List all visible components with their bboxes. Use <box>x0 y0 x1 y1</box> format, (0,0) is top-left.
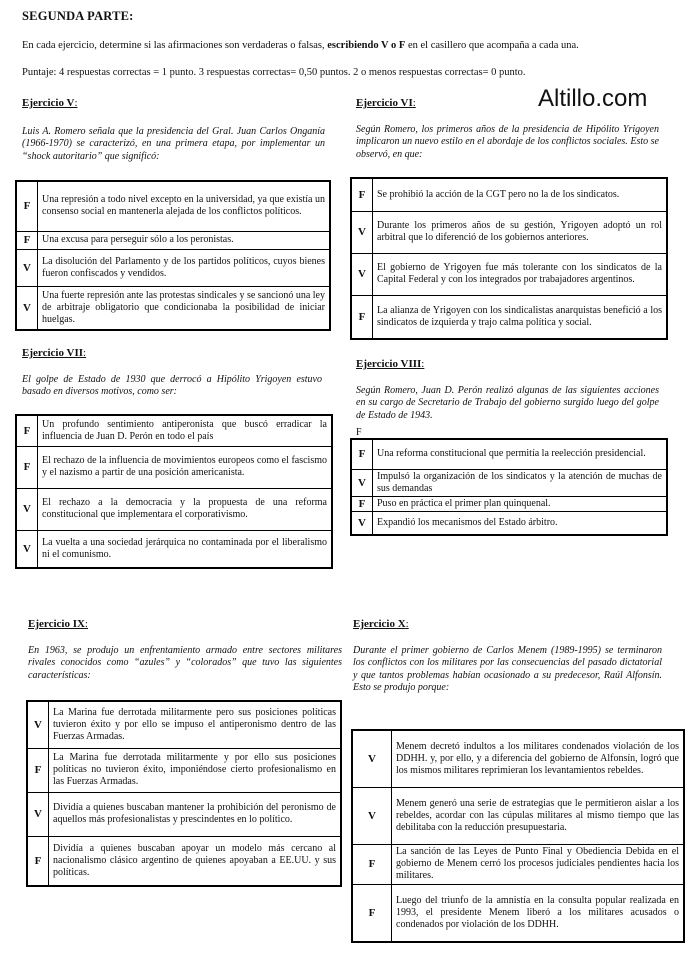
exercise-title: Ejercicio V <box>22 97 75 109</box>
exercise-heading: Ejercicio X: <box>353 618 409 630</box>
answer-cell[interactable]: V <box>27 792 49 836</box>
statement-cell: El rechazo de la influencia de movimientos europeos como el fascismo y el nazismo a partir de una posición americanista. <box>38 446 333 488</box>
answer-cell[interactable]: F <box>16 415 38 446</box>
statement-cell: Una reforma constitucional que permitía la reelección presidencial. <box>373 439 668 469</box>
statement-cell: Menem generó una serie de estrategias que le permitieron aislar a los rebeldes, acordar con las cúpulas militares al mismo tiempo que las debilitaba con la reducción presupuestaria. <box>392 787 685 844</box>
table-row <box>16 181 330 231</box>
stray-mark: F <box>356 427 362 438</box>
statement-cell: Una excusa para perseguir sólo a los peronistas. <box>38 231 331 249</box>
scoring-rules: Puntaje: 4 respuestas correctas = 1 punto. 3 respuestas correctas= 0,50 puntos. 2 o menos respuestas correctas= 0 punto. <box>22 67 526 78</box>
answer-cell[interactable]: F <box>351 496 373 511</box>
exercise-title: Ejercicio VI <box>356 97 413 109</box>
table-row <box>16 231 330 249</box>
answer-cell[interactable]: F <box>16 446 38 488</box>
table-row <box>351 511 667 535</box>
table-row <box>351 496 667 511</box>
answer-cell[interactable]: V <box>352 787 392 844</box>
answer-cell[interactable]: V <box>16 249 38 286</box>
answer-table <box>350 177 668 340</box>
exercise-heading: Ejercicio VII: <box>22 347 87 359</box>
exercise-heading: Ejercicio VI: <box>356 97 416 109</box>
instructions-text: En cada ejercicio, determine si las afirmaciones son verdaderas o falsas, <box>22 40 328 51</box>
table-row <box>16 286 330 330</box>
exercise-prompt: Según Romero, Juan D. Perón realizó algunas de las siguientes acciones en su cargo de Secretario de Trabajo del gobierno surgido luego del golpe de Estado de 1943. <box>356 385 659 421</box>
table-row <box>27 748 341 792</box>
exercise-prompt: Luis A. Romero señala que la presidencia del Gral. Juan Carlos Onganía (1966-1970) se caracterizó, en una primera etapa, por implementar un “shock autoritario” que significó: <box>22 126 325 162</box>
statement-cell: Una fuerte represión ante las protestas sindicales y se sancionó una ley de arbitraje obligatorio que condicionaba la posibilidad de iniciar huelgas. <box>38 286 331 330</box>
instructions-emphasis: escribiendo V o F <box>327 40 406 51</box>
answer-cell[interactable]: F <box>351 439 373 469</box>
statement-cell: Dividía a quienes buscaban apoyar un modelo más cercano al nacionalismo clásico argentino de quienes apoyaban a EE.UU. y sus políticas. <box>49 836 342 886</box>
answer-cell[interactable]: V <box>16 488 38 530</box>
exercise-heading: Ejercicio VIII: <box>356 358 425 370</box>
statement-cell: La Marina fue derrotada militarmente y por ello sus posiciones políticas no tuvieron éxito, imponiéndose cierto profesionalismo en las Fuerzas Armadas. <box>49 748 342 792</box>
answer-cell[interactable]: F <box>351 295 373 339</box>
answer-cell[interactable]: F <box>27 836 49 886</box>
table-row <box>352 884 684 942</box>
statement-cell: La sanción de las Leyes de Punto Final y Obediencia Debida en el gobierno de Menem cerró los procesos judiciales pendientes hacia los militares. <box>392 844 685 884</box>
instructions-text-end: en el casillero que acompaña a cada una. <box>405 40 579 51</box>
table-row <box>27 792 341 836</box>
answer-table <box>15 180 331 331</box>
answer-cell[interactable]: V <box>351 469 373 496</box>
table-row <box>16 415 332 446</box>
answer-cell[interactable]: V <box>352 730 392 787</box>
answer-table <box>15 414 333 569</box>
exercise-heading: Ejercicio IX: <box>28 618 88 630</box>
statement-cell: Puso en práctica el primer plan quinquenal. <box>373 496 668 511</box>
answer-cell[interactable]: V <box>351 511 373 535</box>
table-row <box>352 730 684 787</box>
table-row <box>352 844 684 884</box>
table-row <box>16 530 332 568</box>
exercise-title: Ejercicio VII <box>22 347 83 359</box>
answer-table <box>350 438 668 536</box>
answer-cell[interactable]: V <box>27 701 49 748</box>
statement-cell: La alianza de Yrigoyen con los sindicalistas anarquistas benefició a los sindicatos de izquierda y trajo calma política y social. <box>373 295 668 339</box>
exercise-heading: Ejercicio V: <box>22 97 78 109</box>
statement-cell: La Marina fue derrotada militarmente pero sus posiciones políticas tuvieron éxito y por ello se impuso el antiperonismo dentro de las Fuerzas Armadas. <box>49 701 342 748</box>
table-row <box>27 836 341 886</box>
page-title: SEGUNDA PARTE: <box>22 9 134 23</box>
exercise-title: Ejercicio VIII <box>356 358 422 370</box>
statement-cell: El rechazo a la democracia y la propuesta de una reforma constitucional que implementara el corporativismo. <box>38 488 333 530</box>
site-logo: Altillo.com <box>538 85 648 112</box>
statement-cell: Impulsó la organización de los sindicatos y la atención de muchas de sus demandas <box>373 469 668 496</box>
exercise-prompt: En 1963, se produjo un enfrentamiento armado entre sectores militares rivales conocidos como “azules” y “colorados” que tuvo las siguientes características: <box>28 645 342 681</box>
statement-cell: Una represión a todo nivel excepto en la universidad, ya que existía un consenso social en mantenerla alejada de los conflictos políticos. <box>38 181 331 231</box>
exercise-title: Ejercicio IX <box>28 618 85 630</box>
table-row <box>351 178 667 211</box>
exercise-title: Ejercicio X <box>353 618 406 630</box>
exercise-prompt: Según Romero, los primeros años de la presidencia de Hipólito Yrigoyen implicaron un nuevo estilo en el abordaje de los conflictos sociales. Esto se observó, en que: <box>356 124 659 160</box>
statement-cell: Se prohibió la acción de la CGT pero no la de los sindicatos. <box>373 178 668 211</box>
table-row <box>352 787 684 844</box>
statement-cell: Dividía a quienes buscaban mantener la prohibición del peronismo de aquellos más profesionalistas y prescindentes en lo político. <box>49 792 342 836</box>
statement-cell: Menem decretó indultos a los militares condenados violación de los DDHH. y, por ello, y a diferencia del gobierno de Alfonsín, logró que los mismos militares reprimieran los levantamientos rebeldes. <box>392 730 685 787</box>
statement-cell: La vuelta a una sociedad jerárquica no contaminada por el liberalismo ni el comunismo. <box>38 530 333 568</box>
table-row <box>351 469 667 496</box>
answer-table <box>26 700 342 887</box>
statement-cell: El gobierno de Yrigoyen fue más tolerante con los sindicatos de la Capital Federal y con los integrados por trabajadores argentinos. <box>373 253 668 295</box>
answer-cell[interactable]: F <box>351 178 373 211</box>
instructions <box>22 39 672 52</box>
answer-cell[interactable]: F <box>16 231 38 249</box>
table-row <box>351 211 667 253</box>
answer-cell[interactable]: V <box>351 253 373 295</box>
table-row <box>16 249 330 286</box>
answer-cell[interactable]: V <box>16 530 38 568</box>
statement-cell: La disolución del Parlamento y de los partidos políticos, cuyos bienes fueron confiscados y vendidos. <box>38 249 331 286</box>
answer-cell[interactable]: F <box>16 181 38 231</box>
statement-cell: Luego del triunfo de la amnistía en la consulta popular realizada en 1993, el presidente Menem liberó a los militares acusados o condenados por violación de los DDHH. <box>392 884 685 942</box>
answer-cell[interactable]: V <box>351 211 373 253</box>
statement-cell: Durante los primeros años de su gestión, Yrigoyen adoptó un rol arbitral que lo diferenció de los gobiernos anteriores. <box>373 211 668 253</box>
answer-cell[interactable]: F <box>352 844 392 884</box>
table-row <box>351 295 667 339</box>
exercise-prompt: Durante el primer gobierno de Carlos Menem (1989-1995) se terminaron los conflictos con los militares por las consecuencias del pasado dictatorial y que tantos problemas habían ocasionado a su predecesor, Raúl Alfonsín. Esto se produjo porque: <box>353 645 662 693</box>
table-row <box>27 701 341 748</box>
exercise-prompt: El golpe de Estado de 1930 que derrocó a Hipólito Yrigoyen estuvo basado en diversos motivos, como ser: <box>22 374 322 398</box>
statement-cell: Un profundo sentimiento antiperonista que buscó erradicar la influencia de Juan D. Perón en todo el país <box>38 415 333 446</box>
answer-cell[interactable]: F <box>27 748 49 792</box>
table-row <box>351 439 667 469</box>
table-row <box>351 253 667 295</box>
answer-cell[interactable]: V <box>16 286 38 330</box>
answer-table <box>351 729 685 943</box>
table-row <box>16 446 332 488</box>
answer-cell[interactable]: F <box>352 884 392 942</box>
table-row <box>16 488 332 530</box>
statement-cell: Expandió los mecanismos del Estado árbitro. <box>373 511 668 535</box>
